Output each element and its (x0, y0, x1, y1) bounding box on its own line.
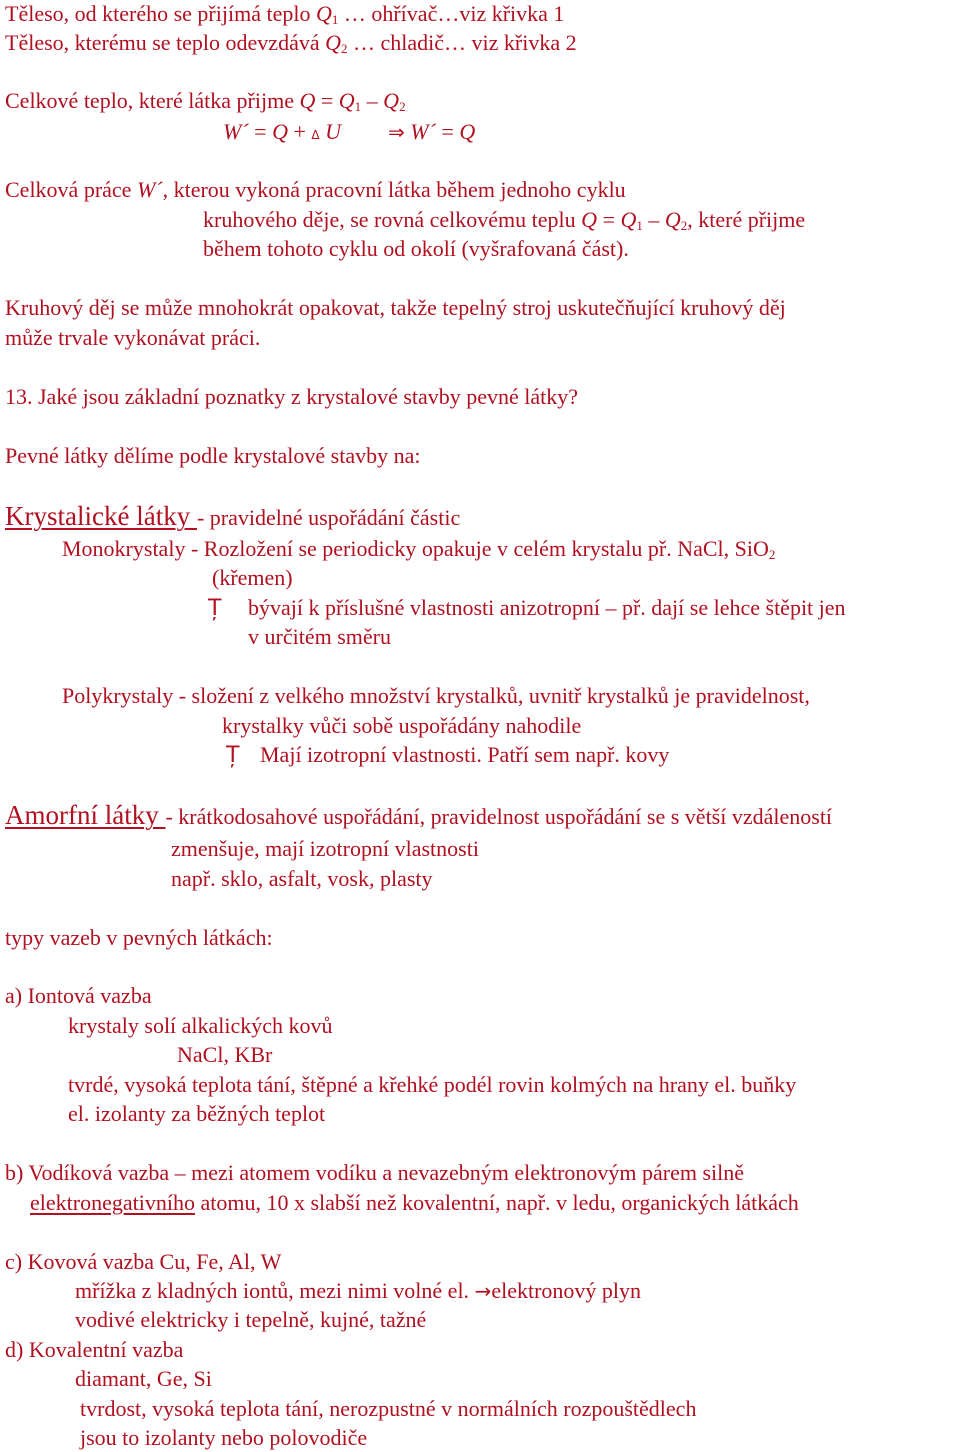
math-symbol: Q (459, 119, 476, 144)
text-line (212, 563, 293, 592)
text-line (248, 622, 391, 651)
text-line (5, 923, 273, 952)
text-line (68, 1070, 796, 1099)
line-text: atomu, 10 x slabší než kovalentní, např. v ledu, organických látkách (194, 1190, 799, 1215)
text-line (62, 534, 775, 563)
line-text: typy vazeb v pevných látkách: (5, 925, 273, 950)
section-title: Amorfní látky (5, 800, 166, 830)
section-title: Krystalické látky (5, 501, 197, 531)
subscript: 2 (768, 547, 776, 562)
math-symbol: Q (325, 30, 341, 55)
math-symbol: Q (581, 207, 598, 232)
right-arrow-icon: → (474, 1279, 492, 1303)
bullet-line (226, 740, 239, 770)
text-line (75, 1364, 212, 1393)
text-line (5, 981, 152, 1010)
arrow-hook-icon: Ț (208, 596, 222, 621)
formula-line (388, 117, 475, 147)
line-text: , které přijme (687, 207, 806, 232)
math-symbol: Q (272, 119, 288, 144)
text-line (248, 593, 846, 622)
math-symbol: Q (315, 1, 332, 26)
text-line (5, 86, 406, 115)
line-text: a) Iontová vazba (5, 983, 152, 1008)
line-text: c) Kovová vazba Cu, Fe, Al, W (5, 1249, 282, 1274)
line-text: Celkové teplo, které látka přijme (5, 88, 300, 113)
line-text: diamant, Ge, Si (75, 1366, 212, 1391)
line-text: během tohoto cyklu od okolí (vyšrafovaná část). (203, 236, 629, 261)
arrow-hook-icon: Ț (226, 743, 240, 768)
line-text: (křemen) (212, 565, 293, 590)
line-text: tvrdé, vysoká teplota tání, štěpné a křehké podél rovin kolmých na hrany el. buňky (68, 1072, 797, 1097)
line-text: Pevné látky dělíme podle krystalové stavby na: (5, 443, 421, 468)
line-text: Mají izotropní vlastnosti. Patří sem např. kovy (260, 742, 670, 767)
text-line (80, 1394, 696, 1423)
math-symbol: U (325, 119, 341, 144)
section-heading (5, 502, 460, 532)
math-operator: = (315, 88, 339, 113)
text-line (5, 441, 420, 470)
math-symbol: Q (338, 88, 355, 113)
text-line (177, 1040, 272, 1069)
text-line (30, 1188, 799, 1217)
underlined-term: elektronegativního (30, 1190, 195, 1215)
line-text: bývají k příslušné vlastnosti anizotropní – př. dají se lehce štěpit jen (248, 595, 846, 620)
text-line (5, 1335, 183, 1364)
text-line (68, 1011, 333, 1040)
line-text: Kruhový děj se může mnohokrát opakovat, takže tepelný stroj uskutečňující kruhový děj (5, 295, 786, 320)
math-operator: = (435, 119, 460, 144)
line-text: - krátkodosahové uspořádání, pravidelnost uspořádání se s větší vzdáleností (165, 804, 833, 829)
text-line (5, 1247, 281, 1276)
line-text: … chladič… viz křivka 2 (347, 30, 577, 55)
line-text: může trvale vykonávat práci. (5, 325, 261, 350)
line-text: … ohřívač…viz křivka 1 (338, 1, 565, 26)
line-text: kruhového děje, se rovná celkovému teplu (203, 207, 582, 232)
subscript: 2 (680, 218, 688, 233)
math-symbol: W´ (223, 119, 249, 144)
math-symbol: Q (299, 88, 316, 113)
text-line (5, 28, 577, 57)
line-text: Celková práce (5, 177, 137, 202)
math-symbol: Q (664, 207, 681, 232)
text-line (75, 1276, 641, 1306)
subscript: 2 (341, 41, 348, 56)
text-line (222, 711, 581, 740)
text-line (68, 1099, 325, 1128)
line-text: b) Vodíková vazba – mezi atomem vodíku a nevazebným elektronovým párem silně (5, 1160, 745, 1185)
section-heading (5, 801, 832, 831)
subscript: 2 (399, 99, 406, 114)
text-line (260, 740, 669, 769)
math-operator: + (287, 119, 312, 144)
text-line (62, 681, 810, 710)
line-text: v určitém směru (248, 624, 391, 649)
text-line (5, 293, 786, 322)
subscript: 1 (354, 99, 362, 114)
text-line (5, 0, 564, 28)
math-operator: – (642, 207, 665, 232)
question-heading (5, 382, 578, 411)
line-text: mřížka z kladných iontů, mezi nimi volné el. (75, 1278, 475, 1303)
text-line (80, 1423, 367, 1452)
line-text: 13. Jaké jsou základní poznatky z krystalové stavby pevné látky? (5, 384, 579, 409)
text-line (5, 323, 260, 352)
line-text: Polykrystaly - složení z velkého množství krystalků, uvnitř krystalků je pravidelnost, (62, 683, 810, 708)
math-operator: – (361, 88, 384, 113)
line-text: krystalky vůči sobě uspořádány nahodile (222, 713, 582, 738)
implies-arrow-icon: ⇒ (388, 120, 405, 144)
text-line (5, 1158, 744, 1187)
subscript: 1 (331, 12, 339, 27)
bullet-line (208, 593, 221, 623)
line-text: Těleso, od kterého se přijímá teplo (5, 1, 316, 26)
text-line (203, 234, 629, 263)
line-text: tvrdost, vysoká teplota tání, nerozpustné v normálních rozpouštědlech (80, 1396, 697, 1421)
line-text: zmenšuje, mají izotropní vlastnosti (171, 836, 479, 861)
line-text: Těleso, kterému se teplo odevzdává (5, 30, 326, 55)
math-symbol: Q (383, 88, 400, 113)
math-operator: = (597, 207, 621, 232)
text-line (203, 205, 805, 234)
line-text: např. sklo, asfalt, vosk, plasty (171, 866, 433, 891)
text-line (171, 864, 433, 893)
math-symbol: Q (620, 207, 637, 232)
formula-line (223, 117, 341, 150)
math-symbol: W´ (410, 119, 436, 144)
delta-icon: Δ (311, 128, 320, 142)
math-symbol: W´ (136, 177, 163, 202)
text-line (5, 175, 626, 204)
line-text: elektronový plyn (491, 1278, 642, 1303)
line-text: d) Kovalentní vazba (5, 1337, 184, 1362)
line-text: el. izolanty za běžných teplot (68, 1101, 326, 1126)
line-text: , kterou vykoná pracovní látka během jednoho cyklu (162, 177, 626, 202)
text-line (171, 834, 479, 863)
line-text: vodivé elektricky i tepelně, kujné, tažné (75, 1307, 427, 1332)
line-text: NaCl, KBr (177, 1042, 273, 1067)
line-text: jsou to izolanty nebo polovodiče (80, 1425, 368, 1450)
subscript: 1 (636, 218, 643, 233)
math-operator: = (248, 119, 273, 144)
line-text: - pravidelné uspořádání částic (196, 505, 461, 530)
line-text: Monokrystaly - Rozložení se periodicky opakuje v celém krystalu př. NaCl, SiO (62, 536, 769, 561)
text-line (75, 1305, 426, 1334)
line-text: krystaly solí alkalických kovů (68, 1013, 333, 1038)
